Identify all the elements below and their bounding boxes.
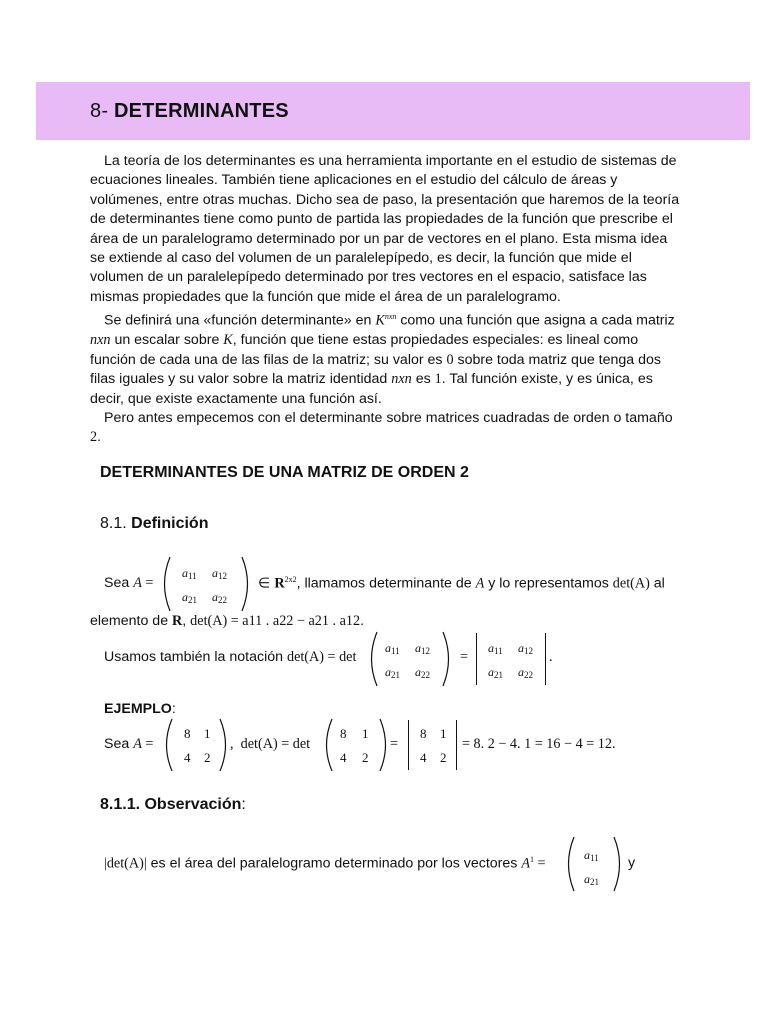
observation-colon: : bbox=[241, 796, 246, 813]
left-paren-icon bbox=[160, 718, 174, 772]
example-equals-2: = bbox=[390, 736, 399, 752]
matrix-a-general bbox=[158, 556, 254, 612]
observation-title: Observación bbox=[144, 796, 242, 813]
p2-nxn-1: nxn bbox=[90, 332, 111, 349]
observation-number: 8.1.1. bbox=[100, 796, 141, 813]
definition-text-2: y lo representamos bbox=[484, 575, 613, 592]
cell-a21: $a_{21}$ bbox=[385, 665, 400, 680]
p2-field-k: K bbox=[375, 312, 385, 329]
cell-a22: $a_{22}$ bbox=[415, 665, 430, 680]
example-matrix bbox=[160, 718, 234, 772]
left-paren-icon bbox=[365, 631, 379, 687]
definition-line-1 bbox=[104, 575, 153, 592]
example-colon: : bbox=[171, 701, 176, 717]
right-bar bbox=[545, 633, 546, 685]
chapter-title: DETERMINANTES bbox=[113, 100, 289, 122]
section-heading: DETERMINANTES DE UNA MATRIZ DE ORDEN 2 bbox=[100, 464, 469, 481]
p2-zero: 0 bbox=[446, 351, 454, 368]
matrix-a-notation bbox=[365, 631, 461, 687]
cell-m21: 4 bbox=[420, 750, 427, 765]
element-of-symbol: ∈ bbox=[258, 575, 271, 592]
cell-m11: 8 bbox=[184, 726, 191, 741]
vector-a-symbol: A bbox=[521, 855, 530, 872]
cell-m22: 2 bbox=[440, 750, 447, 765]
example-sea: Sea bbox=[104, 736, 134, 752]
line2-comma: , bbox=[182, 613, 191, 629]
example-determinant-bars bbox=[408, 720, 460, 770]
cell-a12: $a_{12}$ bbox=[518, 641, 533, 656]
cell-m11: 8 bbox=[340, 726, 347, 741]
det-notation: det(A) bbox=[612, 575, 650, 592]
observation-heading bbox=[100, 796, 246, 814]
observation-y: y bbox=[628, 855, 636, 871]
cell-m12: 1 bbox=[362, 726, 369, 741]
cell-a11: $a_{11}$ bbox=[182, 566, 197, 581]
right-bar bbox=[456, 720, 457, 770]
title-banner bbox=[36, 82, 750, 140]
p2-part-g: . Tal función existe, y es única, es decir, que existe exactamente una función así. bbox=[90, 371, 653, 407]
cell-a12: $a_{12}$ bbox=[415, 641, 430, 656]
dimension-superscript: 2x2 bbox=[284, 575, 297, 584]
example-line bbox=[104, 736, 153, 753]
definition-heading bbox=[100, 515, 208, 533]
vector-superscript: 1 bbox=[530, 855, 534, 864]
observation-text: es el área del paralelogramo determinado por los vectores bbox=[146, 855, 522, 872]
p3-two: 2 bbox=[90, 429, 98, 446]
definition-title: Definición bbox=[131, 515, 209, 532]
cell-a22: $a_{22}$ bbox=[518, 665, 533, 680]
observation-line bbox=[104, 855, 546, 873]
cell-m12: 1 bbox=[440, 726, 447, 741]
cell-m21: 4 bbox=[184, 750, 191, 765]
cell-a21: $a_{21}$ bbox=[488, 665, 503, 680]
matrix-a-symbol-2: A bbox=[475, 575, 485, 592]
cell-m22: 2 bbox=[204, 750, 211, 765]
example-label bbox=[104, 701, 176, 717]
right-paren-icon bbox=[612, 836, 626, 892]
p2-one: 1 bbox=[434, 371, 442, 388]
intro-paragraph-3 bbox=[90, 409, 680, 448]
example-a-symbol: A bbox=[133, 736, 142, 752]
definition-line-1-rest bbox=[258, 575, 665, 593]
left-bar bbox=[408, 720, 409, 770]
equals-sign: = bbox=[141, 575, 154, 591]
p2-part-e: sobre toda matriz que tenga dos filas iguales y su valor sobre la matriz identidad bbox=[90, 351, 661, 388]
definition-text-3: al bbox=[649, 575, 665, 592]
abs-det: |det(A)| bbox=[104, 855, 147, 872]
notation-period: . bbox=[549, 649, 553, 665]
cell-m12: 1 bbox=[204, 726, 211, 741]
p2-part-d: , función que tiene estas propiedades especiales: es lineal como función de cada una de las filas de la matriz; su valor es bbox=[90, 332, 639, 368]
left-paren-icon bbox=[320, 718, 334, 772]
vector-a1 bbox=[562, 836, 632, 892]
cell-a22: $a_{22}$ bbox=[212, 590, 227, 605]
p3-part-a: Pero antes empecemos con el determinante sobre matrices cuadradas de orden o tamaño bbox=[104, 410, 673, 427]
p2-nxn-2: nxn bbox=[391, 371, 412, 388]
example-label-text: EJEMPLO bbox=[104, 701, 172, 717]
example-result: = 8. 2 − 4. 1 = 16 − 4 = 12. bbox=[462, 736, 616, 752]
p2-superscript: nxn bbox=[384, 312, 397, 322]
chapter-number: 8- bbox=[90, 100, 109, 122]
definition-text-1: , llamamos determinante de bbox=[296, 575, 476, 592]
real-set-symbol: R bbox=[274, 575, 285, 592]
p2-part-b: como una función que asigna a cada matriz bbox=[396, 312, 675, 329]
example-comma-det bbox=[230, 736, 310, 753]
cell-a21: $a_{21}$ bbox=[182, 590, 197, 605]
intro-paragraph-2 bbox=[90, 307, 680, 409]
p2-part-f: es bbox=[411, 371, 435, 388]
cell-a21: $a_{21}$ bbox=[584, 872, 599, 887]
example-matrix-2 bbox=[320, 718, 394, 772]
intro-text bbox=[90, 152, 680, 448]
right-paren-icon bbox=[240, 556, 254, 612]
definition-line-2 bbox=[90, 613, 364, 630]
page-title bbox=[90, 100, 289, 123]
line2-end: . bbox=[360, 613, 365, 629]
cell-m21: 4 bbox=[340, 750, 347, 765]
determinant-a-bars bbox=[476, 633, 556, 685]
cell-a11: $a_{11}$ bbox=[488, 641, 503, 656]
notation-line bbox=[104, 649, 356, 666]
det-formula: det(A) = a11 . a22 − a21 . a12 bbox=[190, 613, 361, 629]
notation-equals: = bbox=[460, 649, 469, 665]
left-paren-icon bbox=[562, 836, 576, 892]
notation-formula: det(A) = det bbox=[286, 649, 357, 665]
cell-a11: $a_{11}$ bbox=[584, 848, 599, 863]
example-det: det(A) = det bbox=[240, 736, 311, 752]
cell-m22: 2 bbox=[362, 750, 369, 765]
real-set-symbol-2: R bbox=[172, 613, 183, 629]
notation-text: Usamos también la notación bbox=[104, 649, 287, 665]
cell-a11: $a_{11}$ bbox=[385, 641, 400, 656]
definition-number: 8.1. bbox=[100, 515, 127, 532]
sea-label: Sea bbox=[104, 575, 134, 591]
right-paren-icon bbox=[441, 631, 455, 687]
p2-part-a: Se definirá una «función determinante» en bbox=[104, 312, 376, 329]
p2-part-c: un escalar sobre bbox=[110, 332, 224, 349]
matrix-a-symbol: A bbox=[133, 575, 142, 591]
observation-equals: = bbox=[534, 855, 546, 872]
example-equals: = bbox=[141, 736, 154, 752]
left-bar bbox=[476, 633, 477, 685]
cell-m11: 8 bbox=[420, 726, 427, 741]
line2-text: elemento de bbox=[90, 613, 173, 629]
p3-part-b: . bbox=[97, 429, 102, 446]
intro-paragraph-1: La teoría de los determinantes es una herramienta importante en el estudio de sistemas de ecuaciones lineales. También tiene aplicaciones en el estudio del cálculo de áreas y volúmenes, entre otras muchas. Dicho sea de paso, la presentación que haremos de la teoría de determinantes tiene como punto de partida las propiedades de la función que prescribe el área de un paralelogramo determinado por un par de vectores en el plano. Esta misma idea se extiende al caso del volumen de un paralelepípedo, es decir, la función que mide el volumen de un paralelepípedo determinado por tres vectores en el espacio, satisface las mismas propiedades que la función que mide el área de un paralelogramo. bbox=[90, 153, 680, 305]
p2-field-k-2: K bbox=[223, 332, 233, 349]
example-comma: , bbox=[230, 736, 234, 752]
cell-a12: $a_{12}$ bbox=[212, 566, 227, 581]
left-paren-icon bbox=[158, 556, 172, 612]
